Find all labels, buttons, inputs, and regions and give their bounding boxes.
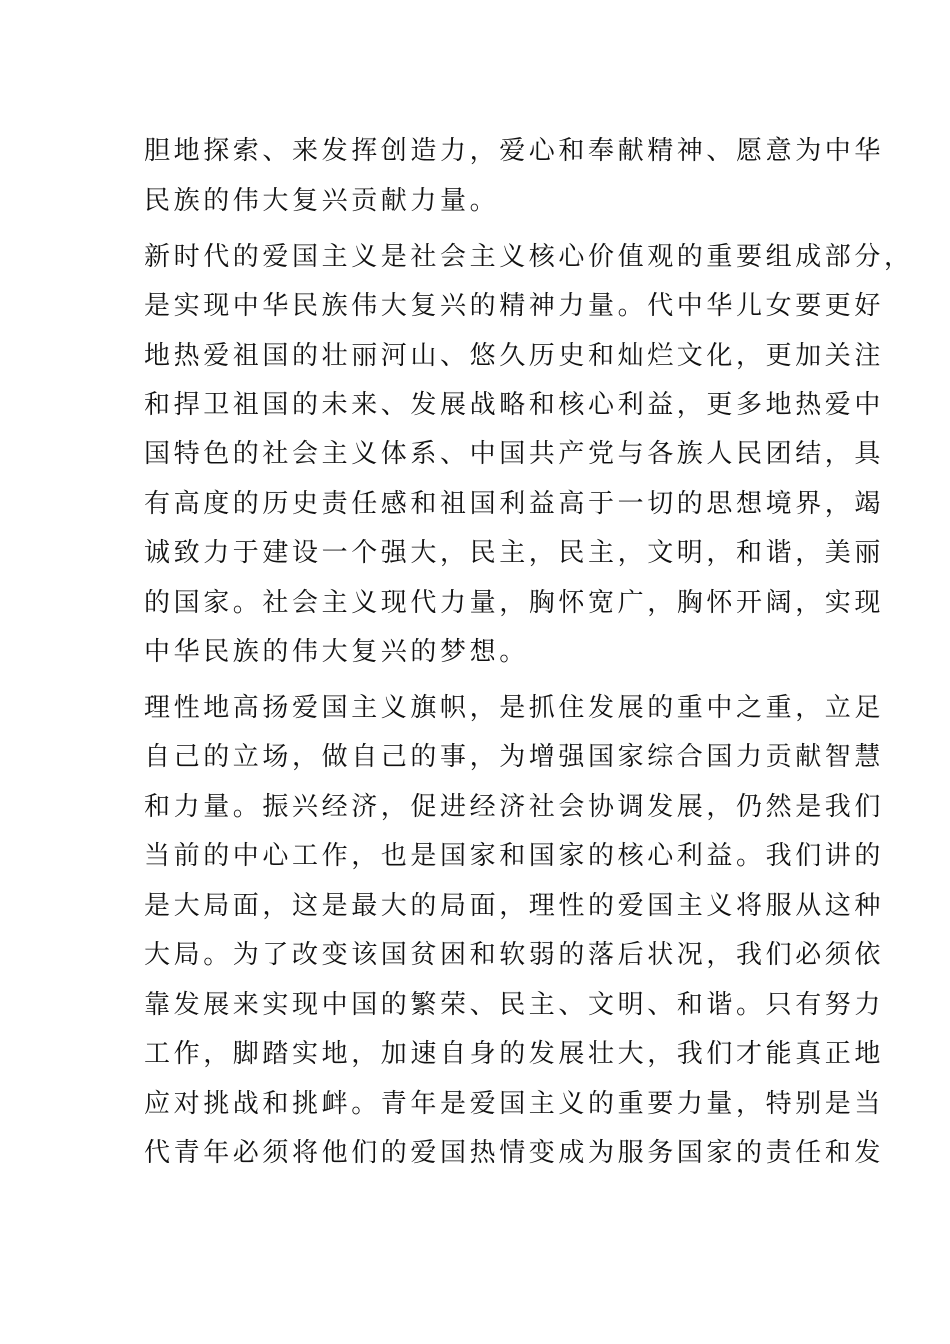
paragraph-3-line-9: 应对挑战和挑衅。青年是爱国主义的重要力量，特别是当 xyxy=(144,1089,885,1119)
paragraph-2-line-3: 地热爱祖国的壮丽河山、悠久历史和灿烂文化，更加关注 xyxy=(144,341,885,371)
paragraph-3-line-1: 理性地高扬爱国主义旗帜，是抓住发展的重中之重，立足 xyxy=(144,693,885,723)
paragraph-2-line-8: 的国家。社会主义现代力量，胸怀宽广，胸怀开阔，实现 xyxy=(144,588,885,618)
paragraph-1-line-2: 民族的伟大复兴贡献力量。 xyxy=(144,186,500,216)
paragraph-2-line-1: 新时代的爱国主义是社会主义核心价值观的重要组成部分， xyxy=(144,242,914,272)
paragraph-3-line-5: 是大局面，这是最大的局面，理性的爱国主义将服从这种 xyxy=(144,891,885,921)
paragraph-2-line-7: 诚致力于建设一个强大，民主，民主，文明，和谐，美丽 xyxy=(144,538,885,568)
paragraph-1-line-1: 胆地探索、来发挥创造力，爱心和奉献精神、愿意为中华 xyxy=(144,136,885,166)
paragraph-3-line-4: 当前的中心工作，也是国家和国家的核心利益。我们讲的 xyxy=(144,841,885,871)
paragraph-2-line-9: 中华民族的伟大复兴的梦想。 xyxy=(144,637,529,667)
paragraph-2-line-5: 国特色的社会主义体系、中国共产党与各族人民团结，具 xyxy=(144,439,885,469)
paragraph-3-line-7: 靠发展来实现中国的繁荣、民主、文明、和谐。只有努力 xyxy=(144,990,885,1020)
paragraph-2-line-2: 是实现中华民族伟大复兴的精神力量。代中华儿女要更好 xyxy=(144,291,885,321)
paragraph-3-line-2: 自己的立场，做自己的事，为增强国家综合国力贡献智慧 xyxy=(144,742,885,772)
paragraph-3-line-3: 和力量。振兴经济，促进经济社会协调发展，仍然是我们 xyxy=(144,792,885,822)
paragraph-2-line-4: 和捍卫祖国的未来、发展战略和核心利益，更多地热爱中 xyxy=(144,390,885,420)
paragraph-3-line-10: 代青年必须将他们的爱国热情变成为服务国家的责任和发 xyxy=(144,1138,885,1168)
paragraph-2-line-6: 有高度的历史责任感和祖国利益高于一切的思想境界，竭 xyxy=(144,489,885,519)
paragraph-3-line-6: 大局。为了改变该国贫困和软弱的落后状况，我们必须依 xyxy=(144,940,885,970)
paragraph-3-line-8: 工作，脚踏实地，加速自身的发展壮大，我们才能真正地 xyxy=(144,1039,885,1069)
